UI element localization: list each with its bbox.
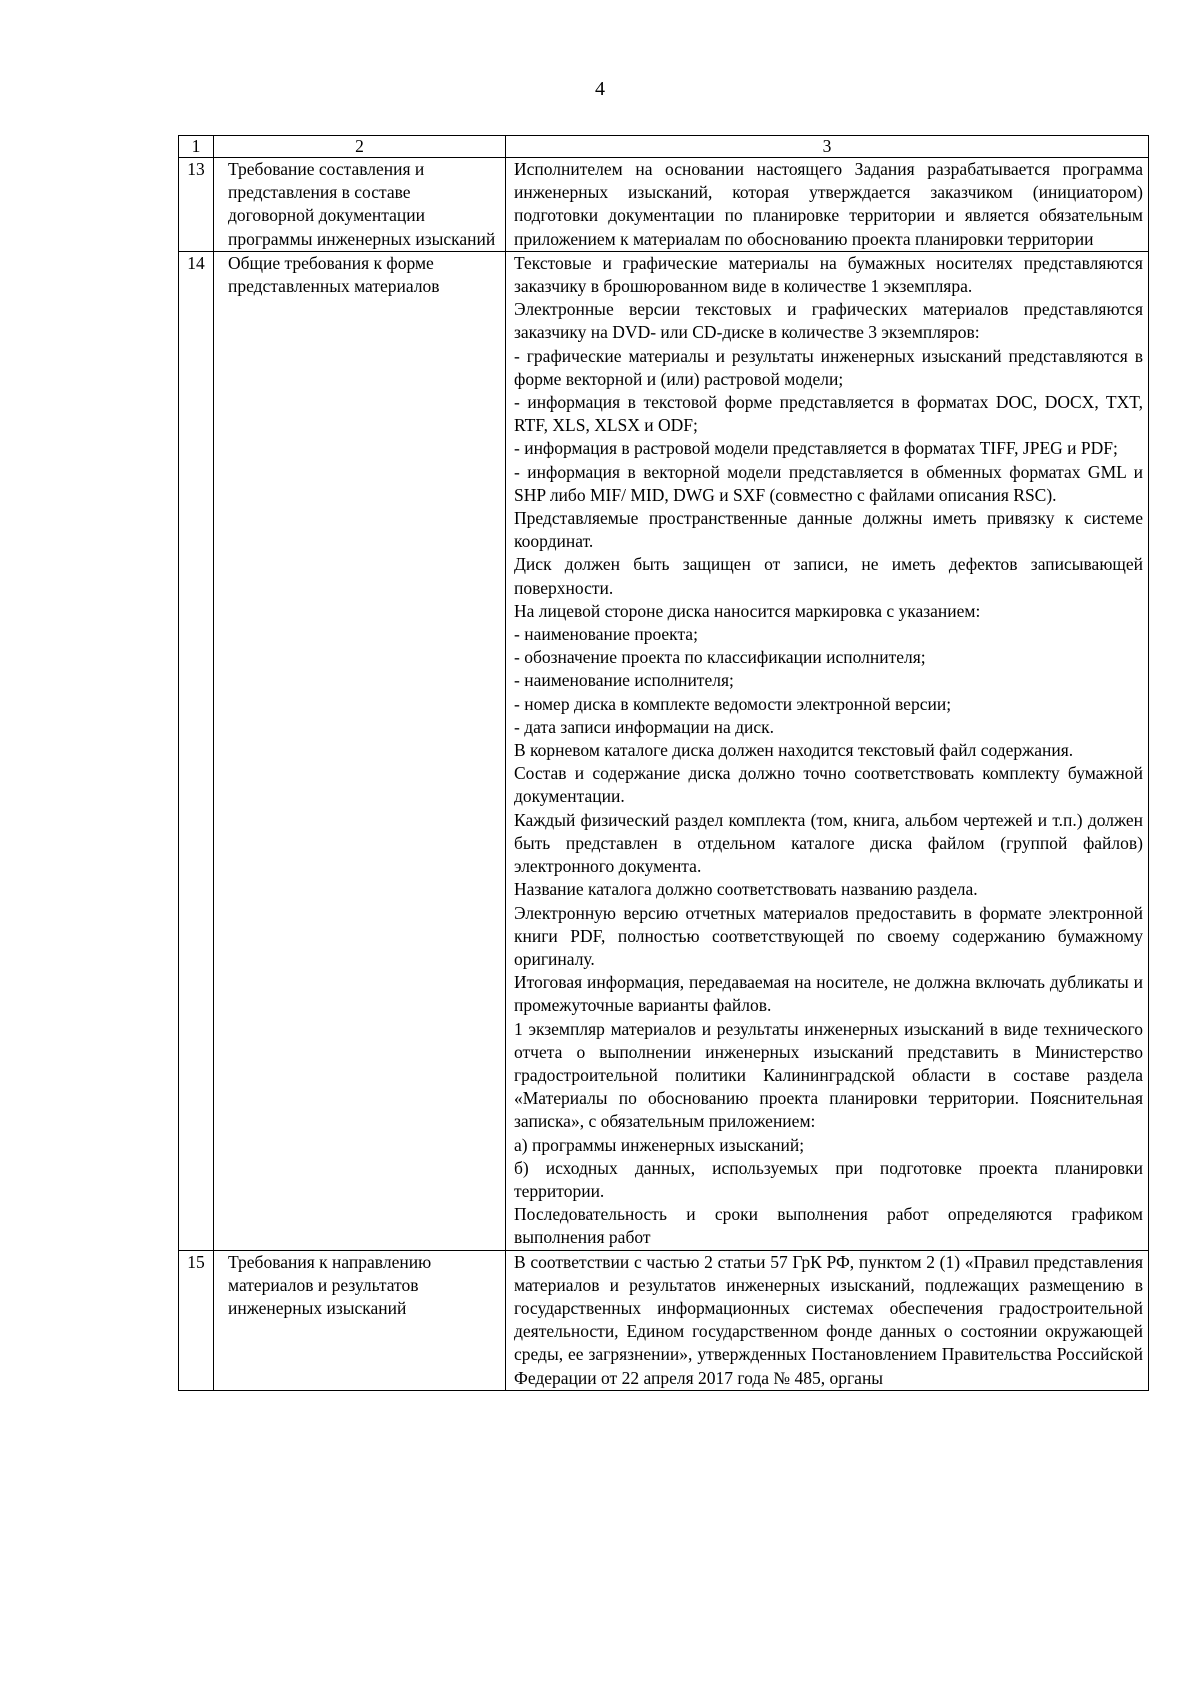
table-row-15 — [179, 1250, 1149, 1390]
content-paragraph: Текстовые и графические материалы на бумажных носителях представляются заказчику в брошюрованном виде в количестве 1 экземпляра. — [514, 252, 1143, 297]
header-col-1: 1 — [179, 136, 214, 158]
content-list-item: а) программы инженерных изысканий; — [514, 1134, 805, 1155]
content-list-item: - информация в растровой модели представляется в форматах TIFF, JPEG и PDF; — [514, 438, 1118, 459]
table-row-13 — [179, 158, 1149, 252]
content-list-item: - информация в векторной модели представляется в обменных форматах GML и SHP либо MIF/ MID, DWG и SXF (совместно с файлами описания RSC). — [514, 461, 1143, 505]
content-list-item: - обозначение проекта по классификации исполнителя; — [514, 647, 926, 668]
row-content — [506, 251, 1149, 1250]
content-paragraph: Исполнителем на основании настоящего Задания разрабатывается программа инженерных изысканий, которая утверждается заказчиком (инициатором) подготовки документации по планировке территории и является обязательным приложением к материалам по обоснованию проекта планировки территории — [514, 159, 1143, 249]
header-col-2: 2 — [214, 136, 506, 158]
content-paragraph: Электронную версию отчетных материалов предоставить в формате электронной книги PDF, полностью соответствующей по своему содержанию бумажному оригиналу. — [514, 902, 1143, 969]
page-number: 4 — [595, 78, 605, 100]
content-paragraph: 1 экземпляр материалов и результаты инженерных изысканий в виде технического отчета о выполнении инженерных изысканий представить в Министерство градостроительной политики Калининградской области в составе раздела «Материалы по обоснованию проекта планировки территории. Пояснительная записка», с обязательным приложением: — [514, 1018, 1143, 1132]
row-title: Требования к направлению материалов и результатов инженерных изысканий — [214, 1250, 506, 1390]
content-paragraph: Каждый физический раздел комплекта (том, книга, альбом чертежей и т.п.) должен быть представлен в отдельном каталоге диска файлом (группой файлов) электронного документа. — [514, 809, 1143, 877]
content-list-item: - дата записи информации на диск. — [514, 716, 775, 737]
row-number: 15 — [179, 1250, 214, 1390]
row-number: 13 — [179, 158, 214, 252]
content-list-item: - наименование проекта; — [514, 624, 698, 645]
content-list-item: - информация в текстовой форме представляется в форматах DOC, DOCX, TXT, RTF, XLS, XLSX и ODF; — [514, 392, 1143, 436]
content-list-item: - графические материалы и результаты инженерных изысканий представляются в форме векторной и (или) растровой модели; — [514, 345, 1143, 389]
row-content — [506, 1250, 1149, 1390]
content-paragraph: Итоговая информация, передаваемая на носителе, не должна включать дубликаты и промежуточные варианты файлов. — [514, 972, 1143, 1016]
content-paragraph: Диск должен быть защищен от записи, не иметь дефектов записывающей поверхности. — [514, 554, 1143, 598]
content-list-item: - наименование исполнителя; — [514, 670, 734, 691]
header-col-3: 3 — [506, 136, 1149, 158]
content-paragraph: В корневом каталоге диска должен находится текстовый файл содержания. — [514, 740, 1074, 761]
content-paragraph: Состав и содержание диска должно точно соответствовать комплекту бумажной документации. — [514, 763, 1143, 807]
row-title: Требование составления и представления в составе договорной документации программы инженерных изысканий — [214, 158, 506, 252]
requirements-table — [178, 135, 1149, 1391]
table-row-14 — [179, 251, 1149, 1250]
table-header-row — [179, 136, 1149, 158]
content-list-item: - номер диска в комплекте ведомости электронной версии; — [514, 693, 952, 714]
row-title: Общие требования к форме представленных материалов — [214, 251, 506, 1250]
content-list-item: б) исходных данных, используемых при подготовке проекта планировки территории. — [514, 1157, 1143, 1201]
row-content — [506, 158, 1149, 252]
content-paragraph: Название каталога должно соответствовать названию раздела. — [514, 879, 978, 900]
content-paragraph: В соответствии с частью 2 статьи 57 ГрК РФ, пунктом 2 (1) «Правил представления материалов и результатов инженерных изысканий, подлежащих размещению в государственных информационных системах обеспечения градостроительной деятельности, Едином государственном фонде данных о состоянии окружающей среды, ее загрязнении», утвержденных Постановлением Правительства Российской Федерации от 22 апреля 2017 года № 485, органы — [514, 1251, 1143, 1388]
content-paragraph: На лицевой стороне диска наносится маркировка с указанием: — [514, 600, 981, 621]
content-paragraph: Представляемые пространственные данные должны иметь привязку к системе координат. — [514, 508, 1143, 552]
content-paragraph: Электронные версии текстовых и графических материалов представляются заказчику на DVD- или CD-диске в количестве 3 экземпляров: — [514, 299, 1143, 343]
row-number: 14 — [179, 251, 214, 1250]
content-paragraph: Последовательность и сроки выполнения работ определяются графиком выполнения работ — [514, 1204, 1143, 1248]
